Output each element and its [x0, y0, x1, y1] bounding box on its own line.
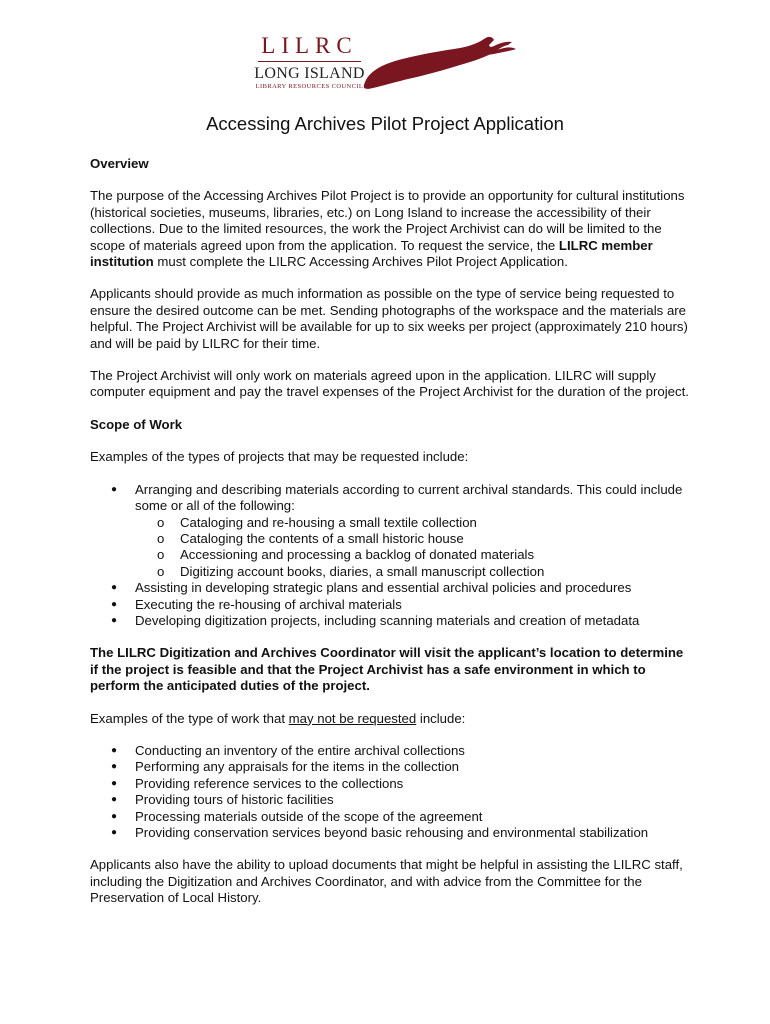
not-intro-text-b: include: — [416, 710, 466, 726]
closing-paragraph: Applicants also have the ability to upload documents that might be helpful in assisting the LILRC staff, including the Digitization and Archives Coordinator, and with advice from the Committee for the Preservation of Local History. — [90, 857, 683, 906]
overview-p1-text-a: The purpose of the Accessing Archives Pilot Project is to provide an opportunity for cultural institutions (historical societies, museums, libraries, etc.) on Long Island to increase the accessibility of their collections. Due to the limited resources, the work the Project Archivist can do will be limited to the scope of materials agreed upon from the application. To request the service, the — [90, 188, 685, 253]
list-item: ● Providing reference services to the collections — [90, 776, 690, 792]
scope-item-text: Arranging and describing materials according to current archival standards. This could include some or all of the following: — [135, 481, 683, 514]
overview-p1-text-b: must complete the LILRC Accessing Archives Pilot Project Application. — [153, 254, 568, 270]
logo-acronym: LILRC — [261, 33, 358, 58]
overview-heading: Overview — [90, 156, 149, 171]
scope-heading: Scope of Work — [90, 416, 183, 432]
logo-wordmark — [252, 33, 367, 91]
scope-sub-list — [135, 515, 690, 581]
sub-list-item: o Digitizing account books, diaries, a small manuscript collection — [135, 564, 690, 580]
not-intro-underlined: may not be requested — [288, 710, 417, 726]
scope-list — [90, 482, 690, 630]
logo-long-island: LONG ISLAND — [254, 65, 365, 82]
not-requested-intro — [90, 711, 690, 727]
logo-council: LIBRARY RESOURCES COUNCIL — [255, 83, 364, 90]
list-item: ● Performing any appraisals for the items in the collection — [90, 759, 690, 775]
list-item: ● Processing materials outside of the scope of the agreement — [90, 809, 690, 825]
sub-list-item: o Cataloging the contents of a small historic house — [135, 531, 690, 547]
document-body — [90, 156, 690, 923]
not-intro-text-a: Examples of the type of work that — [90, 710, 289, 726]
coordinator-notice: The LILRC Digitization and Archives Coordinator will visit the applicant’s location to determine if the project is feasible and that the Project Archivist has a safe environment in which to perform the anticipated duties of the project. — [90, 645, 684, 694]
list-item — [90, 482, 690, 580]
long-island-map-icon — [362, 33, 522, 91]
not-requested-list — [90, 743, 690, 841]
list-item: ● Conducting an inventory of the entire archival collections — [90, 743, 690, 759]
list-item: ● Assisting in developing strategic plans and essential archival policies and procedures — [90, 580, 690, 596]
overview-p1-bold: LILRC member institution — [90, 237, 653, 270]
overview-paragraph-3: The Project Archivist will only work on materials agreed upon in the application. LILRC will supply computer equipment and pay the travel expenses of the Project Archivist for the duration of the project. — [90, 368, 689, 400]
lilrc-logo — [252, 33, 522, 91]
page-title: Accessing Archives Pilot Project Application — [206, 113, 564, 134]
list-item: ● Providing tours of historic facilities — [90, 792, 690, 808]
list-item: ● Developing digitization projects, including scanning materials and creation of metadata — [90, 613, 690, 629]
logo-rule — [258, 61, 361, 62]
list-item: ● Executing the re-housing of archival materials — [90, 597, 690, 613]
list-item: ● Providing conservation services beyond basic rehousing and environmental stabilization — [90, 825, 690, 841]
sub-list-item: o Cataloging and re-housing a small textile collection — [135, 515, 690, 531]
scope-intro: Examples of the types of projects that may be requested include: — [90, 449, 469, 465]
overview-paragraph-2: Applicants should provide as much information as possible on the type of service being requested to ensure the desired outcome can be met. Sending photographs of the workspace and the materials are helpful. The Project Archivist will be available for up to six weeks per project (approximately 210 hours) and will be paid by LILRC for their time. — [90, 286, 688, 351]
overview-paragraph-1 — [90, 188, 690, 270]
sub-list-item: o Accessioning and processing a backlog of donated materials — [135, 547, 690, 563]
